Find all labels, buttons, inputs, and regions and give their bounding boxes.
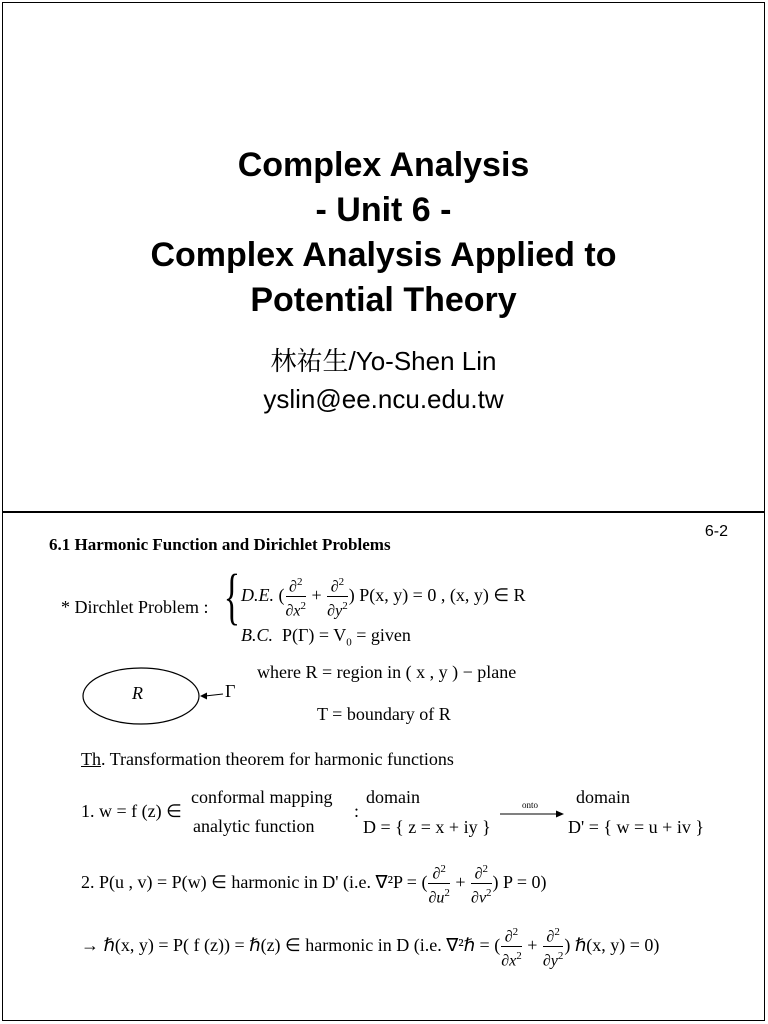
fraction: $\frac{\partial^2}{\partial x^2}$ [286,573,307,621]
bc-given: = given [356,625,411,645]
item1-Dprime: D' = { w = u + iv } [568,817,704,837]
boundary-text: T = boundary of R [317,704,451,724]
section-title: 6.1 Harmonic Function and Dirichlet Problems [49,535,391,554]
de-rhs: P(x, y) = 0 , (x, y) ∈ R [359,584,526,605]
item2-text: 2. P(u , v) = P(w) ∈ harmonic in D' (i.e. ∇²P = ( [81,871,428,892]
colon: : [354,801,360,821]
differential-equation: D.E. ( $\frac{\partial^2}{\partial x^2}$ + $\frac{\partial^2}{\partial y^2}$ ) P(x, y) = 0 , (x, y) ∈ R [241,573,526,621]
title-line: Potential Theory [250,281,517,319]
region-symbol: R [132,683,143,703]
bc-label: B.C. [241,625,274,645]
fraction: $\frac{\partial^2}{\partial y^2}$ [327,573,348,621]
region-label [132,683,143,704]
author-email: yslin@ee.ncu.edu.tw [263,384,504,414]
boundary-condition [241,625,411,649]
theorem-heading [81,749,454,770]
de-label: D.E. [241,584,274,605]
fraction: $\frac{\partial^2}{\partial u^2}$ [428,860,449,908]
arrow-line [205,694,223,696]
title-line: Complex Analysis [237,146,530,184]
slide-title [3,143,764,323]
page-number: 6-2 [704,523,728,540]
fraction: $\frac{\partial^2}{\partial y^2}$ [543,923,564,971]
item2: 2. P(u , v) = P(w) ∈ harmonic in D' (i.e. ∇²P = ( $\frac{\partial^2}{\partial u^2}$ + $\frac{\partial^2}{\partial v^2}$ ) P = 0) [81,860,547,908]
item2-end: ) P = 0) [492,871,547,892]
brace-icon: { [223,563,241,631]
theorem-text: . Transformation theorem for harmonic functions [101,749,454,769]
title-line: Complex Analysis Applied to [150,236,617,274]
author-name: 林祐生/Yo-Shen Lin [270,346,497,376]
item3-end: ) ℏ(x, y) = 0) [564,934,660,955]
item1-domain1: domain [366,787,420,807]
onto-arrow-icon [500,809,566,819]
content-slide [2,512,765,1021]
item3: → ℏ(x, y) = P( f (z)) = ℏ(z) ∈ harmonic in D (i.e. ∇²ℏ = ( $\frac{\partial^2}{\partial x^2}$ + $\frac{\partial^2}{\partial y^2}$ ) ℏ(x, y) = 0) [81,923,659,971]
where-text: where R = region in ( x , y ) − plane [257,662,517,682]
item3-text: → ℏ(x, y) = P( f (z)) = ℏ(z) ∈ harmonic in D (i.e. ∇²ℏ = ( [81,934,501,955]
boundary-symbol: Γ [225,681,236,701]
item1-domain2: domain [576,787,630,807]
fraction: $\frac{\partial^2}{\partial v^2}$ [471,860,492,908]
dirichlet-label: * Dirchlet Problem : [61,597,209,617]
title-slide [2,2,765,512]
item1-top: conformal mapping [191,787,333,807]
title-line: - Unit 6 - [315,191,452,229]
arrowhead-icon [200,693,207,700]
bc-sub: 0 [346,636,352,649]
item1-lhs: 1. w = f (z) ∈ [81,801,182,821]
item1-bottom: analytic function [193,816,315,836]
theorem-prefix: Th [81,749,101,769]
fraction: $\frac{\partial^2}{\partial x^2}$ [501,923,522,971]
bc-eq: P(Γ) = V [282,625,347,645]
item1-onto: onto [522,800,539,810]
item1-D: D = { z = x + iy } [363,817,491,837]
